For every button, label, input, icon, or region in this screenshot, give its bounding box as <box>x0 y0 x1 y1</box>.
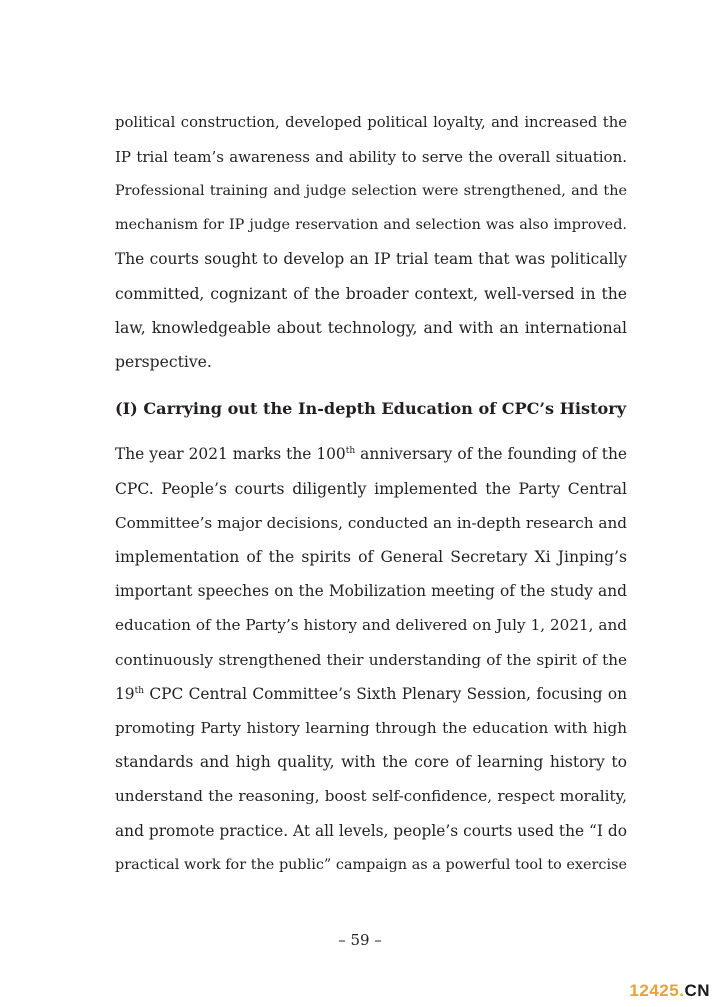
text-run: The year 2021 marks the 100 <box>115 445 346 463</box>
paragraph-line: The courts sought to develop an IP trial team that was politically <box>115 250 627 268</box>
paragraph-line <box>115 444 627 464</box>
page-number: – 59 – <box>338 931 382 949</box>
text-run: CPC Central Committee’s Sixth Plenary Session, focusing on <box>144 685 627 703</box>
paragraph-line: and promote practice. At all levels, people’s courts used the “I do <box>115 822 627 840</box>
paragraph-line: practical work for the public” campaign as a powerful tool to exercise <box>115 857 627 873</box>
paragraph-line <box>115 684 627 704</box>
paragraph-line: promoting Party history learning through the education with high <box>115 719 627 737</box>
site-watermark <box>629 981 710 1001</box>
paragraph-line: important speeches on the Mobilization meeting of the study and <box>115 582 627 600</box>
watermark-suffix: CN <box>684 981 710 1000</box>
section-heading: (I) Carrying out the In-depth Education of CPC’s History <box>115 399 627 418</box>
paragraph-line: perspective. <box>115 353 212 371</box>
paragraph-line: continuously strengthened their understanding of the spirit of the <box>115 651 627 669</box>
paragraph-line: Professional training and judge selection were strengthened, and the <box>115 183 627 199</box>
paragraph-line: law, knowledgeable about technology, and with an international <box>115 319 627 337</box>
paragraph-line: committed, cognizant of the broader context, well-versed in the <box>115 285 627 303</box>
paragraph-line: implementation of the spirits of General Secretary Xi Jinping’s <box>115 548 627 566</box>
text-run: anniversary of the founding of the <box>355 445 627 463</box>
paragraph-line: education of the Party’s history and delivered on July 1, 2021, and <box>115 616 627 634</box>
paragraph-line: Committee’s major decisions, conducted an in-depth research and <box>115 514 627 532</box>
superscript: th <box>345 445 356 456</box>
paragraph-line: understand the reasoning, boost self-confidence, respect morality, <box>115 787 627 805</box>
watermark-dot: . <box>679 981 685 1000</box>
text-run: 19 <box>115 685 135 703</box>
paragraph-line: IP trial team’s awareness and ability to serve the overall situation. <box>115 148 627 166</box>
watermark-digits: 12425 <box>629 981 680 1000</box>
paragraph-line: political construction, developed political loyalty, and increased the <box>115 114 627 131</box>
paragraph-line: CPC. People’s courts diligently implemented the Party Central <box>115 480 627 498</box>
paragraph-line: mechanism for IP judge reservation and selection was also improved. <box>115 217 627 233</box>
superscript: th <box>134 685 145 696</box>
paragraph-line: standards and high quality, with the core of learning history to <box>115 753 627 771</box>
